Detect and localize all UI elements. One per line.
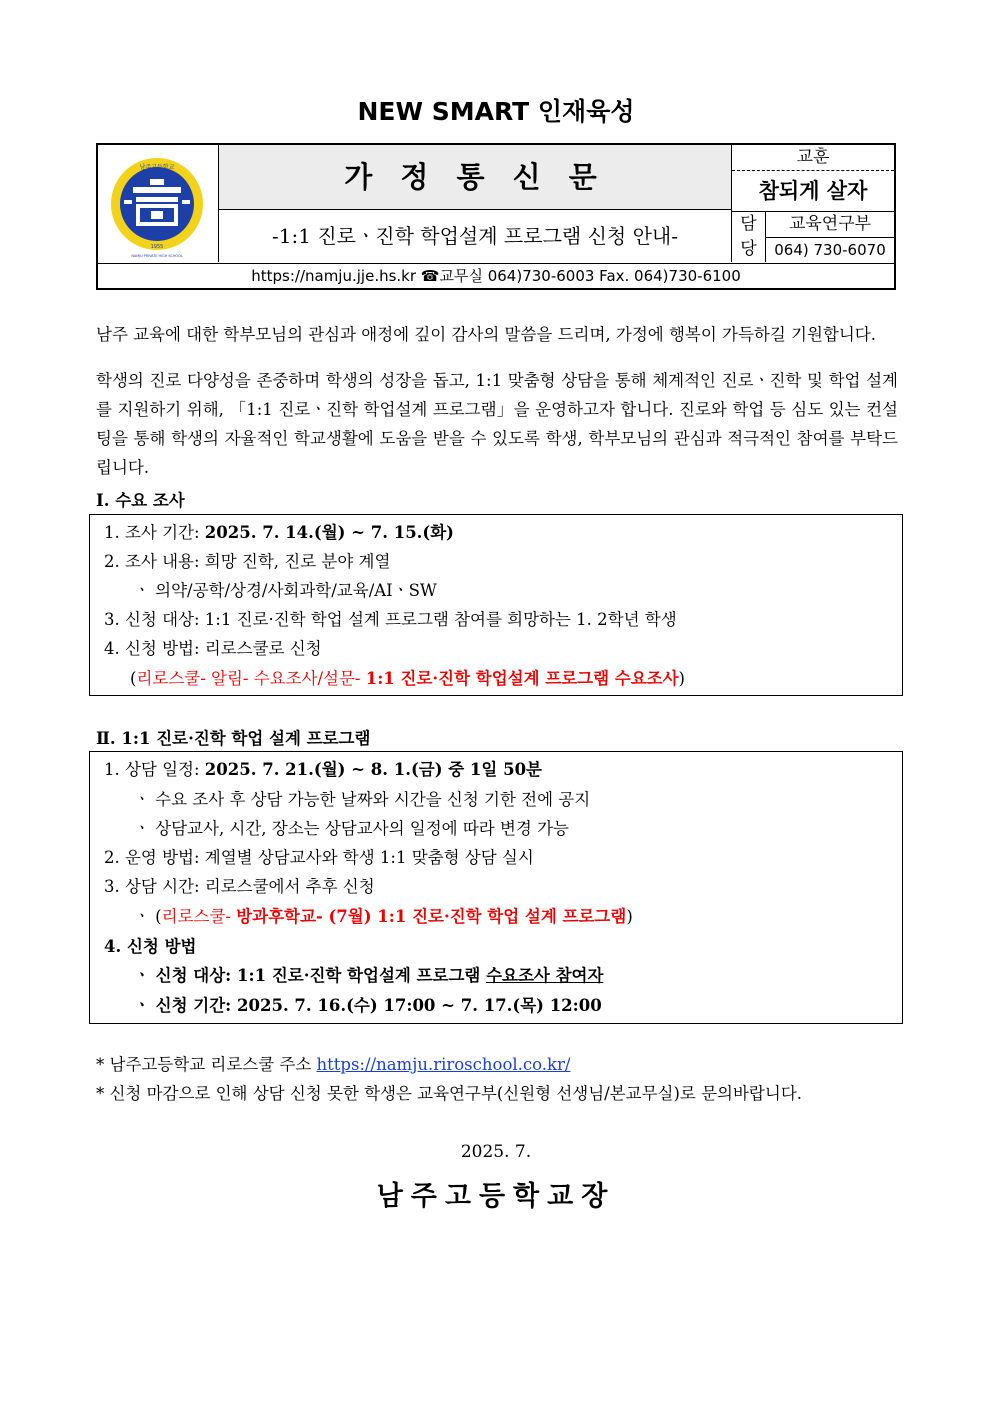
footnote-1: * 남주고등학교 리로스쿨 주소 https://namju.riroschool.co.kr/ <box>96 1055 571 1074</box>
s1-line-1: 1. 조사 기간: 2025. 7. 14.(월) ~ 7. 15.(화) <box>104 523 454 542</box>
s2-line-4: 4. 신청 방법 <box>104 937 197 956</box>
manager-label-2: 당 <box>740 239 757 259</box>
s1-line-4-path: (리로스쿨- 알림- 수요조사/설문- 1:1 진로·진학 학업설계 프로그램 수요조사) <box>130 669 685 688</box>
section2-box <box>89 751 903 1024</box>
issue-date: 2025. 7. <box>460 1142 532 1162</box>
s1-line-2: 2. 조사 내용: 희망 진학, 진로 분야 계열 <box>104 552 391 571</box>
intro-paragraph-1: 남주 교육에 대한 학부모님의 관심과 애정에 깊이 감사의 말씀을 드리며, 가정에 행복이 가득하길 기원합니다. <box>96 325 876 344</box>
top-motto: NEW SMART 인재육성 <box>357 97 635 126</box>
department: 교육연구부 <box>766 212 894 238</box>
target-participants: 수요조사 참여자 <box>486 966 604 985</box>
motto-label: 교훈 <box>732 145 894 171</box>
footnote-2: * 신청 마감으로 인해 상담 신청 못한 학생은 교육연구부(신원형 선생님/본교무실)로 문의바랍니다. <box>96 1084 802 1103</box>
intro-paragraph-2: 학생의 진로 다양성을 존중하며 학생의 성장을 돕고, 1:1 맞춤형 상담을 통해 체계적인 진로ㆍ진학 및 학업 설계를 지원하기 위해, 「1:1 진로ㆍ진학 학업설계 프로그램」을 운영하고자 합니다. 진로와 학업 등 심도 있는 컨설팅을 통해 학생의 자율적인 학교생활에 도움을 받을 수 있도록 학생, 학부모님의 관심과 적극적인 참여를 부탁드립니다. <box>96 371 898 477</box>
section2-title: Ⅱ. 1:1 진로·진학 학업 설계 프로그램 <box>96 729 371 748</box>
s2-line-2: 2. 운영 방법: 계열별 상담교사와 학생 1:1 맞춤형 상담 실시 <box>104 848 534 867</box>
s1-line-3: 3. 신청 대상: 1:1 진로·진학 학업 설계 프로그램 참여를 희망하는 1. 2학년 학생 <box>104 610 677 629</box>
s2-line-3: 3. 상담 시간: 리로스쿨에서 추후 신청 <box>104 877 375 896</box>
document-subtitle: -1:1 진로ㆍ진학 학업설계 프로그램 신청 안내- <box>272 224 678 248</box>
s1-line-4: 4. 신청 방법: 리로스쿨로 신청 <box>104 639 322 658</box>
s2-line-4-sub1: ㆍ 신청 대상: 1:1 진로·진학 학업설계 프로그램 수요조사 참여자 <box>134 966 604 985</box>
s2-line-1-sub1: ㆍ 수요 조사 후 상담 가능한 날짜와 시간을 신청 기한 전에 공지 <box>134 790 591 809</box>
header-table <box>96 143 896 290</box>
counsel-period: 2025. 7. 21.(월) ~ 8. 1.(금) 중 1일 50분 <box>204 760 542 779</box>
contact-line: https://namju.jje.hs.kr ☎교무실 064)730-6003 Fax. 064)730-6100 <box>98 263 894 289</box>
s2-line-1-sub2: ㆍ 상담교사, 시간, 장소는 상담교사의 일정에 따라 변경 가능 <box>134 819 569 838</box>
s1-line-2-sub: ㆍ 의약/공학/상경/사회과학/교육/AIㆍSW <box>134 581 437 600</box>
logo-text-bottom: NAMJU PRIVATE HIGH SCHOOL <box>131 254 183 258</box>
s2-line-4-sub2: ㆍ 신청 기간: 2025. 7. 16.(수) 17:00 ~ 7. 17.(목) 12:00 <box>134 996 602 1015</box>
riroschool-link[interactable]: https://namju.riroschool.co.kr/ <box>316 1055 571 1074</box>
title-cell <box>219 145 732 262</box>
survey-period: 2025. 7. 14.(월) ~ 7. 15.(화) <box>204 523 454 542</box>
s2-line-1: 1. 상담 일정: 2025. 7. 21.(월) ~ 8. 1.(금) 중 1일 50분 <box>104 760 542 779</box>
manager-label-cell <box>732 212 766 262</box>
logo-text-top: 남주고등학교 <box>139 164 175 171</box>
section1-title: Ⅰ. 수요 조사 <box>96 491 185 510</box>
document-title: 가 정 통 신 문 <box>219 145 731 210</box>
manager-label-1: 담 <box>740 214 757 234</box>
logo-year: 1955 <box>150 244 164 250</box>
principal-signature: 남주고등학교장 <box>376 1181 616 1212</box>
school-logo <box>98 145 218 262</box>
school-motto: 참되게 살자 <box>758 178 868 203</box>
logo-cell <box>98 145 219 262</box>
motto-cell <box>732 145 894 212</box>
department-phone: 064) 730-6070 <box>774 241 886 259</box>
section1-box <box>89 514 903 696</box>
s2-line-3-sub: ㆍ (리로스쿨- 방과후학교- (7월) 1:1 진로·진학 학업 설계 프로그램) <box>134 907 633 926</box>
